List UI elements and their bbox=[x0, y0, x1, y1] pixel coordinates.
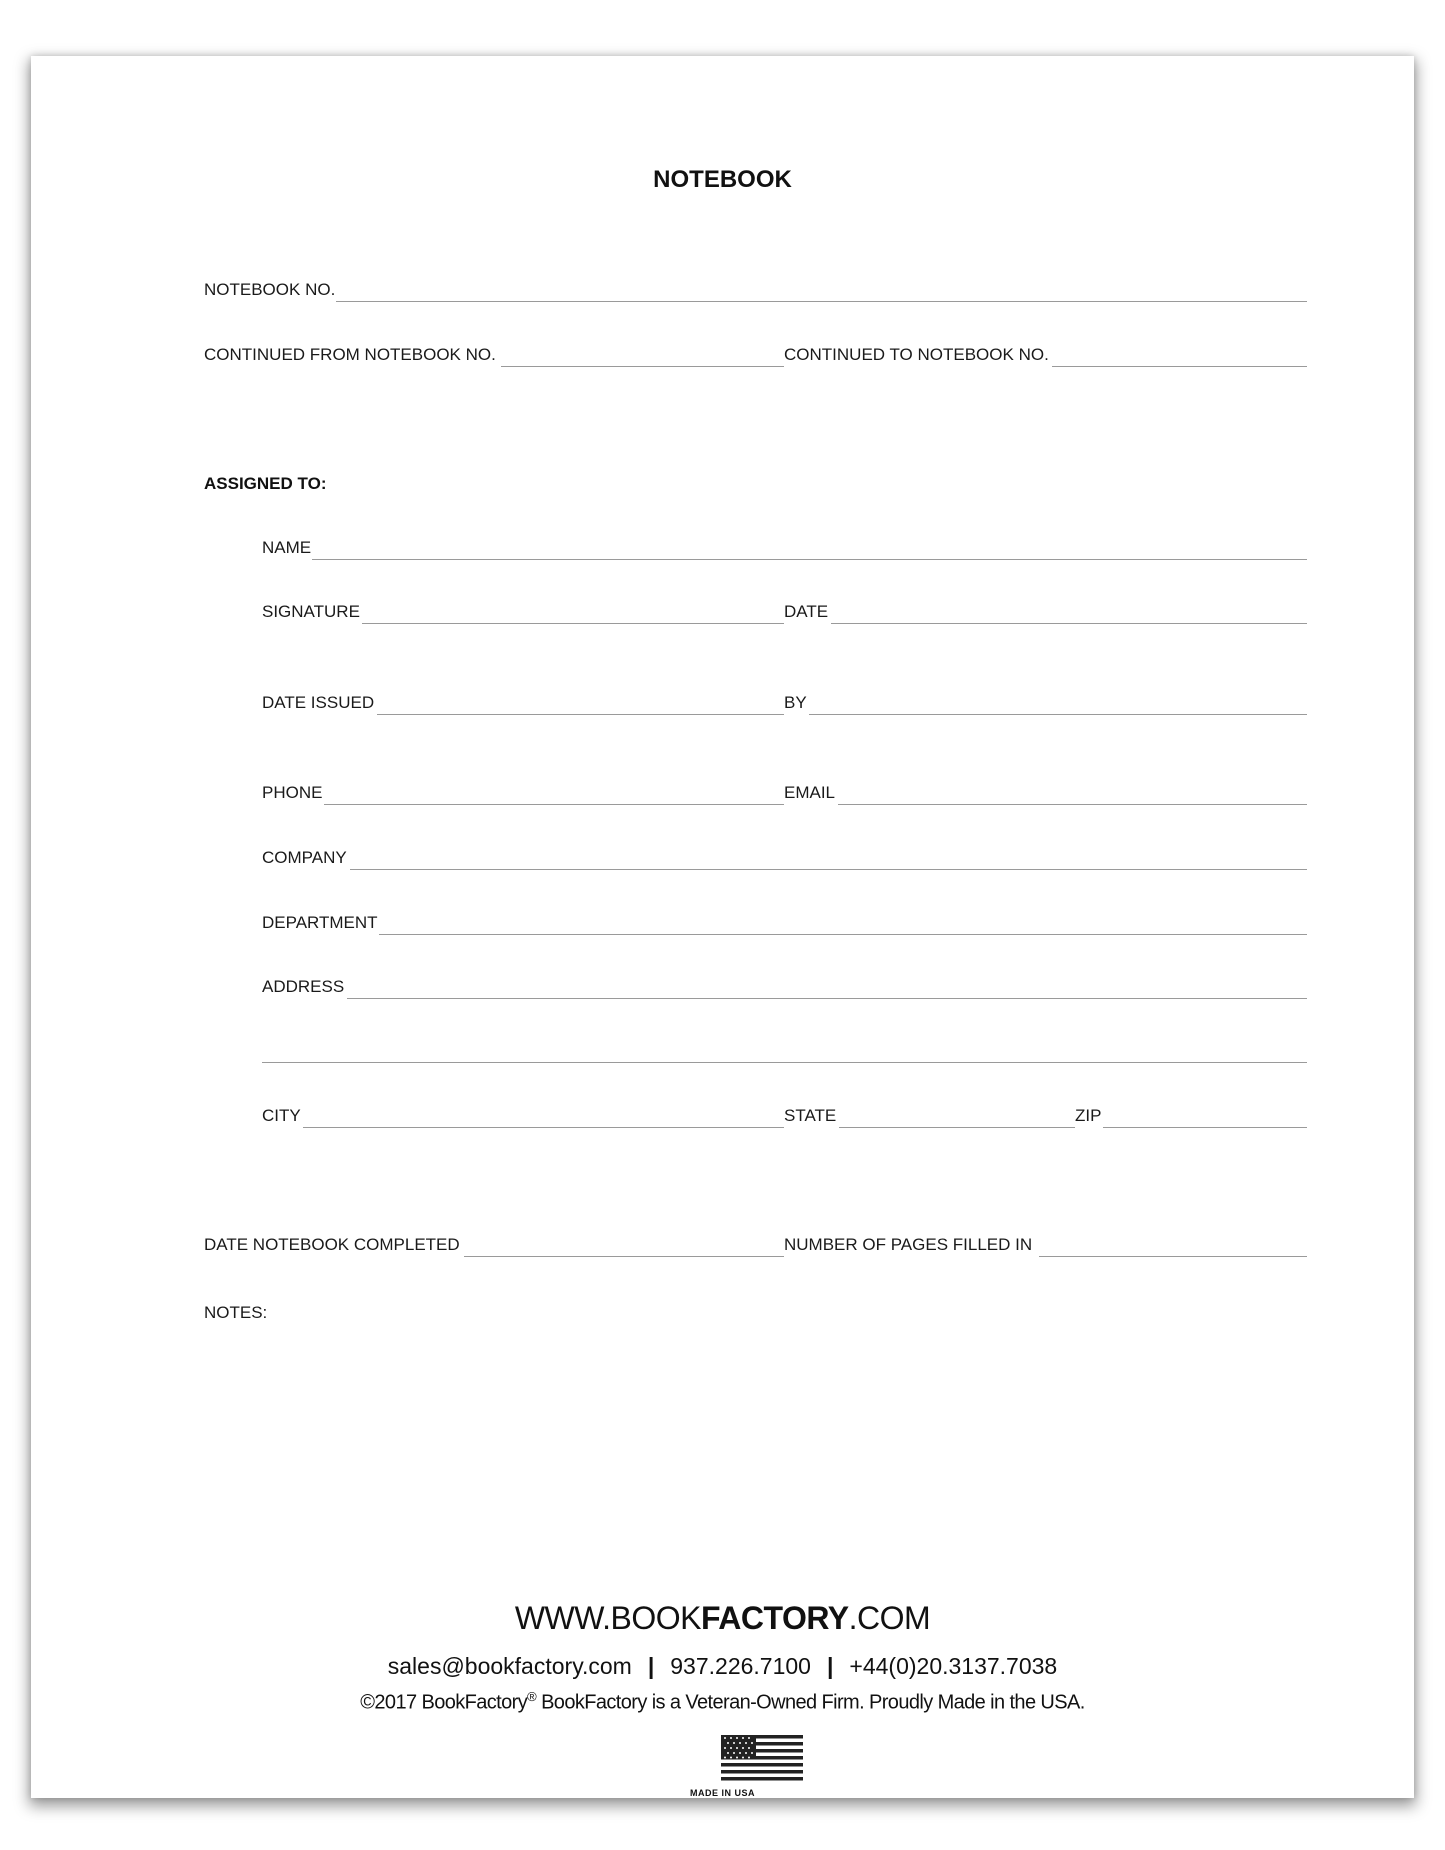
name-line bbox=[312, 559, 1307, 560]
copyright-line bbox=[31, 1689, 1414, 1715]
zip-field[interactable] bbox=[1075, 1100, 1307, 1128]
continued-from-label: CONTINUED FROM NOTEBOOK NO. bbox=[204, 345, 496, 364]
continued-from-field[interactable] bbox=[204, 339, 784, 367]
zip-line bbox=[1103, 1127, 1307, 1128]
by-line bbox=[809, 714, 1307, 715]
copyright-suffix: BookFactory is a Veteran-Owned Firm. Proudly Made in the USA. bbox=[536, 1691, 1085, 1714]
state-field[interactable] bbox=[784, 1100, 1075, 1128]
phone-field[interactable] bbox=[262, 777, 784, 805]
contact-phone-us[interactable]: 937.226.7100 bbox=[670, 1653, 811, 1679]
notebook-no-line bbox=[336, 301, 1307, 302]
date-issued-line bbox=[377, 714, 784, 715]
pages-filled-line bbox=[1039, 1256, 1307, 1257]
website-url[interactable] bbox=[31, 1600, 1414, 1637]
contact-line bbox=[31, 1653, 1414, 1680]
separator: | bbox=[647, 1653, 655, 1679]
made-in-usa-label: MADE IN USA bbox=[689, 1788, 755, 1798]
form-page bbox=[31, 56, 1414, 1798]
address-line-2[interactable] bbox=[262, 1062, 1307, 1063]
url-bold: FACTORY bbox=[701, 1600, 849, 1636]
notebook-no-label: NOTEBOOK NO. bbox=[204, 280, 336, 299]
notes-label: NOTES: bbox=[204, 1303, 268, 1322]
continued-to-line bbox=[1052, 366, 1307, 367]
date-issued-label: DATE ISSUED bbox=[262, 693, 375, 712]
address-label: ADDRESS bbox=[262, 977, 345, 996]
company-field[interactable] bbox=[262, 842, 1307, 870]
us-flag-icon bbox=[721, 1735, 803, 1781]
page-title: NOTEBOOK bbox=[653, 166, 792, 193]
date-completed-label: DATE NOTEBOOK COMPLETED bbox=[204, 1235, 460, 1254]
registered-mark: ® bbox=[527, 1689, 537, 1704]
company-line bbox=[350, 869, 1307, 870]
email-field[interactable] bbox=[784, 777, 1307, 805]
date-field[interactable] bbox=[784, 596, 1307, 624]
address-line bbox=[347, 998, 1307, 999]
copyright-prefix: ©2017 BookFactory bbox=[360, 1691, 528, 1714]
city-label: CITY bbox=[262, 1106, 301, 1125]
name-label: NAME bbox=[262, 538, 312, 557]
zip-label: ZIP bbox=[1075, 1106, 1102, 1125]
company-label: COMPANY bbox=[262, 848, 347, 867]
notebook-no-field[interactable] bbox=[204, 274, 1307, 302]
date-completed-field[interactable] bbox=[204, 1229, 784, 1257]
date-label: DATE bbox=[784, 602, 829, 621]
city-line bbox=[303, 1127, 784, 1128]
signature-line bbox=[362, 623, 784, 624]
state-line bbox=[839, 1127, 1075, 1128]
by-label: BY bbox=[784, 693, 807, 712]
assigned-to-heading: ASSIGNED TO: bbox=[204, 474, 327, 493]
city-field[interactable] bbox=[262, 1100, 784, 1128]
phone-label: PHONE bbox=[262, 783, 323, 802]
pages-filled-field[interactable] bbox=[784, 1229, 1307, 1257]
department-line bbox=[379, 934, 1307, 935]
pages-filled-label: NUMBER OF PAGES FILLED IN bbox=[784, 1235, 1033, 1254]
email-label: EMAIL bbox=[784, 783, 836, 802]
state-label: STATE bbox=[784, 1106, 837, 1125]
address-field[interactable] bbox=[262, 971, 1307, 999]
separator: | bbox=[826, 1653, 834, 1679]
date-issued-field[interactable] bbox=[262, 687, 784, 715]
url-prefix: WWW.BOOK bbox=[514, 1600, 702, 1636]
continued-to-label: CONTINUED TO NOTEBOOK NO. bbox=[784, 345, 1049, 364]
name-field[interactable] bbox=[262, 532, 1307, 560]
url-suffix: .COM bbox=[848, 1600, 931, 1636]
date-completed-line bbox=[464, 1256, 784, 1257]
continued-from-line bbox=[501, 366, 784, 367]
phone-line bbox=[324, 804, 784, 805]
department-label: DEPARTMENT bbox=[262, 913, 378, 932]
signature-label: SIGNATURE bbox=[262, 602, 360, 621]
continued-to-field[interactable] bbox=[784, 339, 1307, 367]
email-line bbox=[838, 804, 1307, 805]
contact-email[interactable]: sales@bookfactory.com bbox=[387, 1653, 632, 1679]
signature-field[interactable] bbox=[262, 596, 784, 624]
by-field[interactable] bbox=[784, 687, 1307, 715]
department-field[interactable] bbox=[262, 907, 1307, 935]
date-line bbox=[831, 623, 1307, 624]
contact-phone-uk[interactable]: +44(0)20.3137.7038 bbox=[849, 1653, 1058, 1679]
